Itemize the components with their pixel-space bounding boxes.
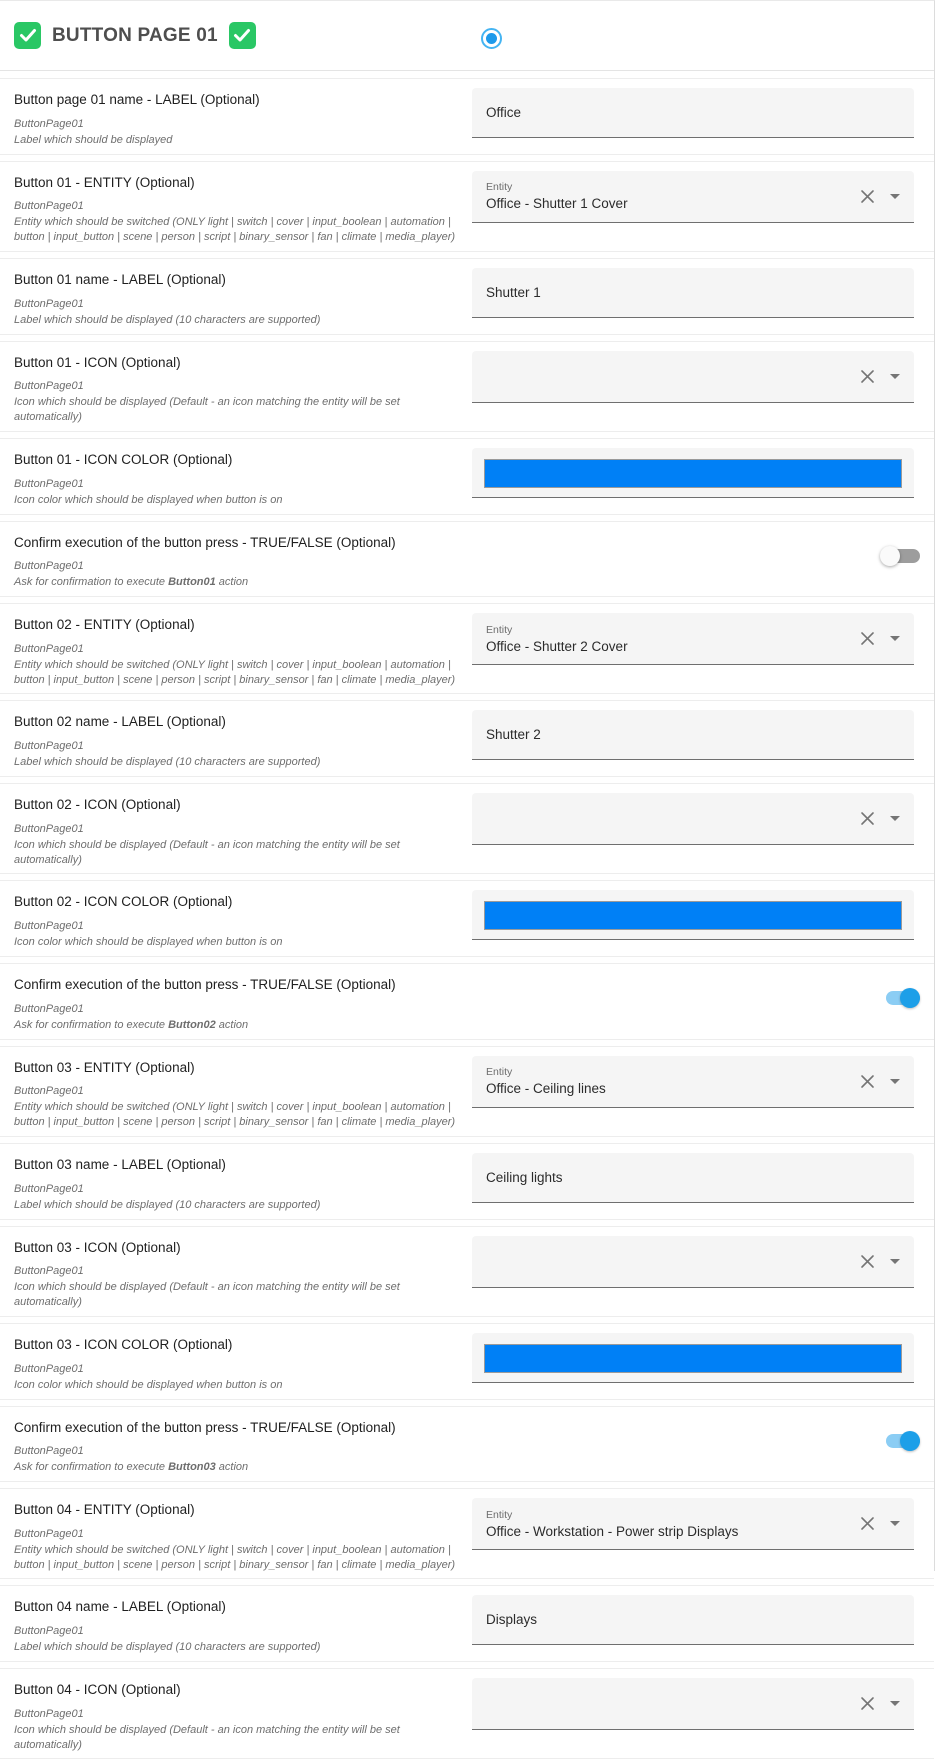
field-description: Label which should be displayed (10 characters are supported): [14, 313, 321, 326]
page-title: BUTTON PAGE 01: [52, 24, 218, 46]
color-bar: [484, 1344, 902, 1373]
form-row: [0, 1585, 934, 1662]
field-title: Button 02 name - LABEL (Optional): [14, 714, 226, 730]
icon-select[interactable]: [472, 351, 914, 403]
form-row: [0, 438, 934, 515]
form-row: [0, 78, 934, 155]
dropdown-arrow-icon[interactable]: [890, 374, 900, 379]
field-code: ButtonPage01: [14, 1625, 84, 1638]
field-code: ButtonPage01: [14, 1707, 84, 1720]
field-code: ButtonPage01: [14, 297, 84, 310]
color-picker[interactable]: [472, 448, 914, 498]
entity-select-text: [486, 1509, 738, 1539]
confirm-toggle[interactable]: [880, 545, 920, 567]
clear-icon[interactable]: [860, 189, 875, 204]
page-header: [0, 1, 934, 71]
row-info: [14, 710, 464, 770]
select-controls: [860, 369, 900, 384]
text-input[interactable]: [472, 1153, 914, 1203]
icon-select[interactable]: [472, 1678, 914, 1730]
field-code: ButtonPage01: [14, 1085, 84, 1098]
text-input[interactable]: [472, 268, 914, 318]
entity-select-value: Office - Ceiling lines: [486, 1081, 606, 1097]
row-info: [14, 88, 464, 148]
row-info: [14, 351, 464, 425]
row-info: [14, 793, 464, 867]
field-code: ButtonPage01: [14, 1362, 84, 1375]
row-info: [14, 613, 464, 687]
field-title: Button 02 - ICON (Optional): [14, 797, 181, 813]
form-row: [0, 1143, 934, 1220]
radio-dot: [486, 33, 497, 44]
field-code: ButtonPage01: [14, 920, 84, 933]
form-row: [0, 1046, 934, 1137]
clear-icon[interactable]: [860, 1074, 875, 1089]
text-input-value: Office: [486, 105, 522, 120]
field-title: Button 01 - ICON COLOR (Optional): [14, 451, 233, 467]
field-description: Ask for confirmation to execute Button01 action: [14, 576, 249, 589]
field-description: Ask for confirmation to execute Button02 action: [14, 1018, 249, 1031]
form-row: [0, 521, 934, 598]
text-input[interactable]: [472, 1595, 914, 1645]
dropdown-arrow-icon[interactable]: [890, 194, 900, 199]
dropdown-arrow-icon[interactable]: [890, 1259, 900, 1264]
color-picker[interactable]: [472, 1333, 914, 1383]
field-description: Icon color which should be displayed when button is on: [14, 936, 283, 949]
form-row: [0, 880, 934, 957]
form-row: [0, 700, 934, 777]
row-info: [14, 171, 464, 245]
row-info: [14, 1333, 464, 1393]
row-info: [14, 973, 464, 1033]
color-bar: [484, 459, 902, 488]
entity-select-text: [486, 1066, 606, 1096]
field-title: Button 02 - ENTITY (Optional): [14, 617, 195, 633]
field-description: Entity which should be switched (ONLY light | switch | cover | input_boolean | automation | button | input_button | scene | person | script | binary_sensor | fan | climate | media_player): [14, 1543, 456, 1571]
entity-select-label: Entity: [486, 181, 513, 194]
field-description: Entity which should be switched (ONLY light | switch | cover | input_boolean | automation | button | input_button | scene | person | script | binary_sensor | fan | climate | media_player): [14, 658, 456, 686]
form-row: [0, 603, 934, 694]
field-code: ButtonPage01: [14, 1527, 84, 1540]
field-description: Label which should be displayed: [14, 133, 173, 146]
entity-select-value: Office - Workstation - Power strip Displays: [486, 1523, 739, 1539]
field-code: ButtonPage01: [14, 1182, 84, 1195]
field-title: Button 01 - ICON (Optional): [14, 354, 181, 370]
field-description: Entity which should be switched (ONLY light | switch | cover | input_boolean | automation | button | input_button | scene | person | script | binary_sensor | fan | climate | media_player): [14, 216, 456, 244]
radio-button-selected[interactable]: [481, 28, 502, 49]
field-title: Button 03 - ICON COLOR (Optional): [14, 1336, 233, 1352]
row-info: [14, 448, 464, 508]
clear-icon[interactable]: [860, 1696, 875, 1711]
row-info: [14, 1236, 464, 1310]
entity-select-label: Entity: [486, 1508, 513, 1521]
field-title: Confirm execution of the button press - TRUE/FALSE (Optional): [14, 534, 396, 550]
entity-select-text: [486, 624, 628, 654]
clear-icon[interactable]: [860, 1254, 875, 1269]
entity-select[interactable]: [472, 1498, 914, 1550]
entity-select-label: Entity: [486, 1066, 513, 1079]
field-description: Ask for confirmation to execute Button03 action: [14, 1461, 249, 1474]
field-description: Icon which should be displayed (Default - an icon matching the entity will be set automatically): [14, 838, 400, 866]
entity-select[interactable]: [472, 171, 914, 223]
select-controls: [860, 1074, 900, 1089]
field-description: Icon which should be displayed (Default - an icon matching the entity will be set automatically): [14, 1723, 400, 1751]
form-row: [0, 783, 934, 874]
field-description: Icon which should be displayed (Default - an icon matching the entity will be set automatically): [14, 396, 400, 424]
color-bar: [484, 901, 902, 930]
entity-select-label: Entity: [486, 623, 513, 636]
select-controls: [860, 1254, 900, 1269]
field-description: Entity which should be switched (ONLY light | switch | cover | input_boolean | automation | button | input_button | scene | person | script | binary_sensor | fan | climate | media_player): [14, 1101, 456, 1129]
dropdown-arrow-icon[interactable]: [890, 816, 900, 821]
field-title: Button 03 name - LABEL (Optional): [14, 1156, 226, 1172]
confirm-toggle[interactable]: [880, 987, 920, 1009]
field-code: ButtonPage01: [14, 117, 84, 130]
text-input[interactable]: [472, 88, 914, 138]
icon-select[interactable]: [472, 1236, 914, 1288]
toggle-thumb: [900, 988, 920, 1008]
form-row: [0, 963, 934, 1040]
select-controls: [860, 811, 900, 826]
dropdown-arrow-icon[interactable]: [890, 1079, 900, 1084]
field-code: ButtonPage01: [14, 740, 84, 753]
row-info: [14, 890, 464, 950]
text-input-value: Displays: [486, 1612, 538, 1628]
row-info: [14, 1678, 464, 1752]
confirm-toggle[interactable]: [880, 1430, 920, 1452]
field-description: Label which should be displayed (10 characters are supported): [14, 1198, 321, 1211]
field-code: ButtonPage01: [14, 1265, 84, 1278]
dropdown-arrow-icon[interactable]: [890, 636, 900, 641]
field-description: Icon color which should be displayed when button is on: [14, 1378, 283, 1391]
field-title: Button 01 - ENTITY (Optional): [14, 174, 195, 190]
select-controls: [860, 1696, 900, 1711]
field-title: Button 01 name - LABEL (Optional): [14, 271, 226, 287]
icon-select[interactable]: [472, 793, 914, 845]
field-title: Button page 01 name - LABEL (Optional): [14, 92, 260, 107]
select-controls: [860, 631, 900, 646]
color-picker[interactable]: [472, 890, 914, 940]
row-info: [14, 268, 464, 328]
field-title: Button 04 - ICON (Optional): [14, 1682, 181, 1698]
field-description: Icon color which should be displayed when button is on: [14, 493, 283, 506]
clear-icon[interactable]: [860, 631, 875, 646]
form-row: [0, 1668, 934, 1759]
entity-select-value: Office - Shutter 1 Cover: [486, 196, 628, 212]
field-code: ButtonPage01: [14, 477, 84, 490]
field-title: Button 04 - ENTITY (Optional): [14, 1502, 195, 1518]
field-code: ButtonPage01: [14, 200, 84, 213]
text-input-value: Shutter 2: [486, 727, 541, 743]
form-row: [0, 1323, 934, 1400]
field-description: Label which should be displayed (10 characters are supported): [14, 1641, 321, 1654]
checkbox-checked-icon[interactable]: [229, 22, 256, 49]
row-info: [14, 531, 464, 591]
form-row: [0, 341, 934, 432]
field-description: Icon which should be displayed (Default - an icon matching the entity will be set automatically): [14, 1281, 400, 1309]
field-code: ButtonPage01: [14, 380, 84, 393]
form-row: [0, 1488, 934, 1579]
clear-icon[interactable]: [860, 369, 875, 384]
row-info: [14, 1498, 464, 1572]
row-info: [14, 1595, 464, 1655]
row-info: [14, 1416, 464, 1476]
dropdown-arrow-icon[interactable]: [890, 1521, 900, 1526]
form-row: [0, 1226, 934, 1317]
text-input[interactable]: [472, 710, 914, 760]
select-controls: [860, 189, 900, 204]
field-code: ButtonPage01: [14, 822, 84, 835]
field-description: Label which should be displayed (10 characters are supported): [14, 756, 321, 769]
field-code: ButtonPage01: [14, 1002, 84, 1015]
checkbox-checked-icon[interactable]: [14, 22, 41, 49]
row-info: [14, 1153, 464, 1213]
field-code: ButtonPage01: [14, 642, 84, 655]
text-input-value: Shutter 1: [486, 284, 541, 300]
dropdown-arrow-icon[interactable]: [890, 1701, 900, 1706]
form-row: [0, 258, 934, 335]
form-row: [0, 161, 934, 252]
clear-icon[interactable]: [860, 1516, 875, 1531]
field-title: Button 03 - ICON (Optional): [14, 1239, 181, 1255]
text-input-value: Ceiling lights: [486, 1169, 563, 1185]
form-row: [0, 1406, 934, 1483]
select-controls: [860, 1516, 900, 1531]
field-title: Button 02 - ICON COLOR (Optional): [14, 894, 233, 910]
toggle-thumb: [900, 1431, 920, 1451]
entity-select-value: Office - Shutter 2 Cover: [486, 638, 628, 654]
entity-select-text: [486, 181, 628, 211]
field-code: ButtonPage01: [14, 560, 84, 573]
field-code: ButtonPage01: [14, 1445, 84, 1458]
form-rows: [0, 78, 934, 1759]
clear-icon[interactable]: [860, 811, 875, 826]
entity-select[interactable]: [472, 613, 914, 665]
field-title: Confirm execution of the button press - TRUE/FALSE (Optional): [14, 1419, 396, 1435]
field-title: Button 03 - ENTITY (Optional): [14, 1059, 195, 1075]
entity-select[interactable]: [472, 1056, 914, 1108]
row-info: [14, 1056, 464, 1130]
field-title: Confirm execution of the button press - TRUE/FALSE (Optional): [14, 977, 396, 992]
toggle-thumb: [880, 546, 900, 566]
field-title: Button 04 name - LABEL (Optional): [14, 1599, 226, 1615]
